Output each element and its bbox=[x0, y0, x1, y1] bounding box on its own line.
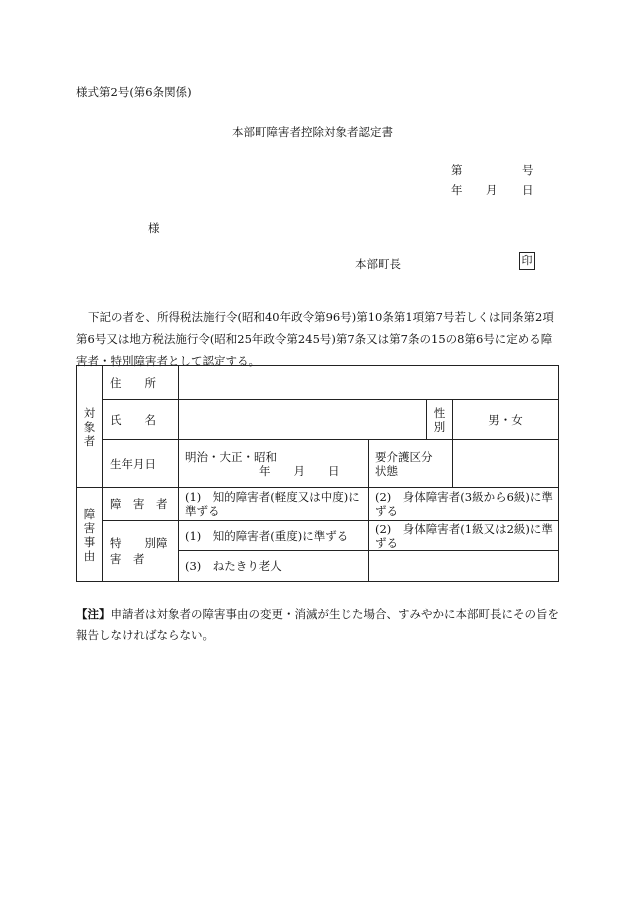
certification-table bbox=[76, 365, 559, 582]
note bbox=[76, 604, 566, 646]
birth-date: 年 月 日 bbox=[259, 463, 340, 478]
special-empty bbox=[369, 551, 559, 582]
sex-value[interactable]: 男・女 bbox=[453, 400, 559, 440]
disabled-opt1[interactable]: (1) 知的障害者(軽度又は中度)に準ずる bbox=[179, 488, 369, 521]
special-opt2[interactable]: (2) 身体障害者(1級又は2級)に準ずる bbox=[369, 521, 559, 551]
birth-label bbox=[103, 440, 179, 488]
body-text: 下記の者を、所得税法施行令(昭和40年政令第96号)第10条第1項第7号若しくは同条第2項第6号又は地方税法施行令(昭和25年政令第245号)第7条又は第7条の15の8第6号に定める障害者・特別障害者として認定する。 bbox=[76, 310, 554, 368]
special-opt3[interactable]: (3) ねたきり老人 bbox=[179, 551, 369, 582]
document-title: 本部町障害者控除対象者認定書 bbox=[232, 125, 393, 139]
address-field[interactable] bbox=[179, 366, 559, 400]
note-label: 【注】 bbox=[76, 607, 111, 621]
care-field[interactable] bbox=[453, 440, 559, 488]
birth-label-text: 生年月日 bbox=[110, 456, 156, 471]
name-label-text: 氏 名 bbox=[110, 412, 156, 427]
issuer: 本部町長 bbox=[355, 257, 401, 271]
subject-header: 対 象 者 bbox=[77, 366, 103, 488]
birth-field[interactable] bbox=[179, 440, 369, 488]
date-day: 日 bbox=[522, 183, 534, 197]
disabled-label-text: 障 害 者 bbox=[110, 497, 168, 511]
date-year: 年 bbox=[451, 183, 463, 197]
disabled-label bbox=[103, 488, 179, 521]
care-label bbox=[369, 440, 453, 488]
doc-number-prefix: 第 bbox=[451, 163, 463, 177]
address-label-text: 住 所 bbox=[110, 375, 156, 390]
date-month: 月 bbox=[486, 183, 498, 197]
doc-number-suffix: 号 bbox=[522, 163, 534, 177]
birth-era: 明治・大正・昭和 bbox=[185, 449, 277, 464]
address-label bbox=[103, 366, 179, 400]
name-field[interactable] bbox=[179, 400, 427, 440]
sex-label: 性 別 bbox=[427, 400, 453, 440]
special-opt1[interactable]: (1) 知的障害者(重度)に準ずる bbox=[179, 521, 369, 551]
name-label bbox=[103, 400, 179, 440]
addressee-honorific: 様 bbox=[148, 221, 160, 235]
form-number: 様式第2号(第6条関係) bbox=[76, 85, 192, 99]
special-label bbox=[103, 521, 179, 582]
reason-header: 障 害 事 由 bbox=[77, 488, 103, 582]
note-text: 申請者は対象者の障害事由の変更・消滅が生じた場合、すみやかに本部町長にその旨を報告しなければならない。 bbox=[76, 607, 559, 642]
disabled-opt2[interactable]: (2) 身体障害者(3級から6級)に準ずる bbox=[369, 488, 559, 521]
special-label-text: 特 別障 害 者 bbox=[110, 536, 179, 566]
seal-box: 印 bbox=[519, 252, 535, 270]
care-label-text: 要介護区分状態 bbox=[375, 449, 433, 478]
